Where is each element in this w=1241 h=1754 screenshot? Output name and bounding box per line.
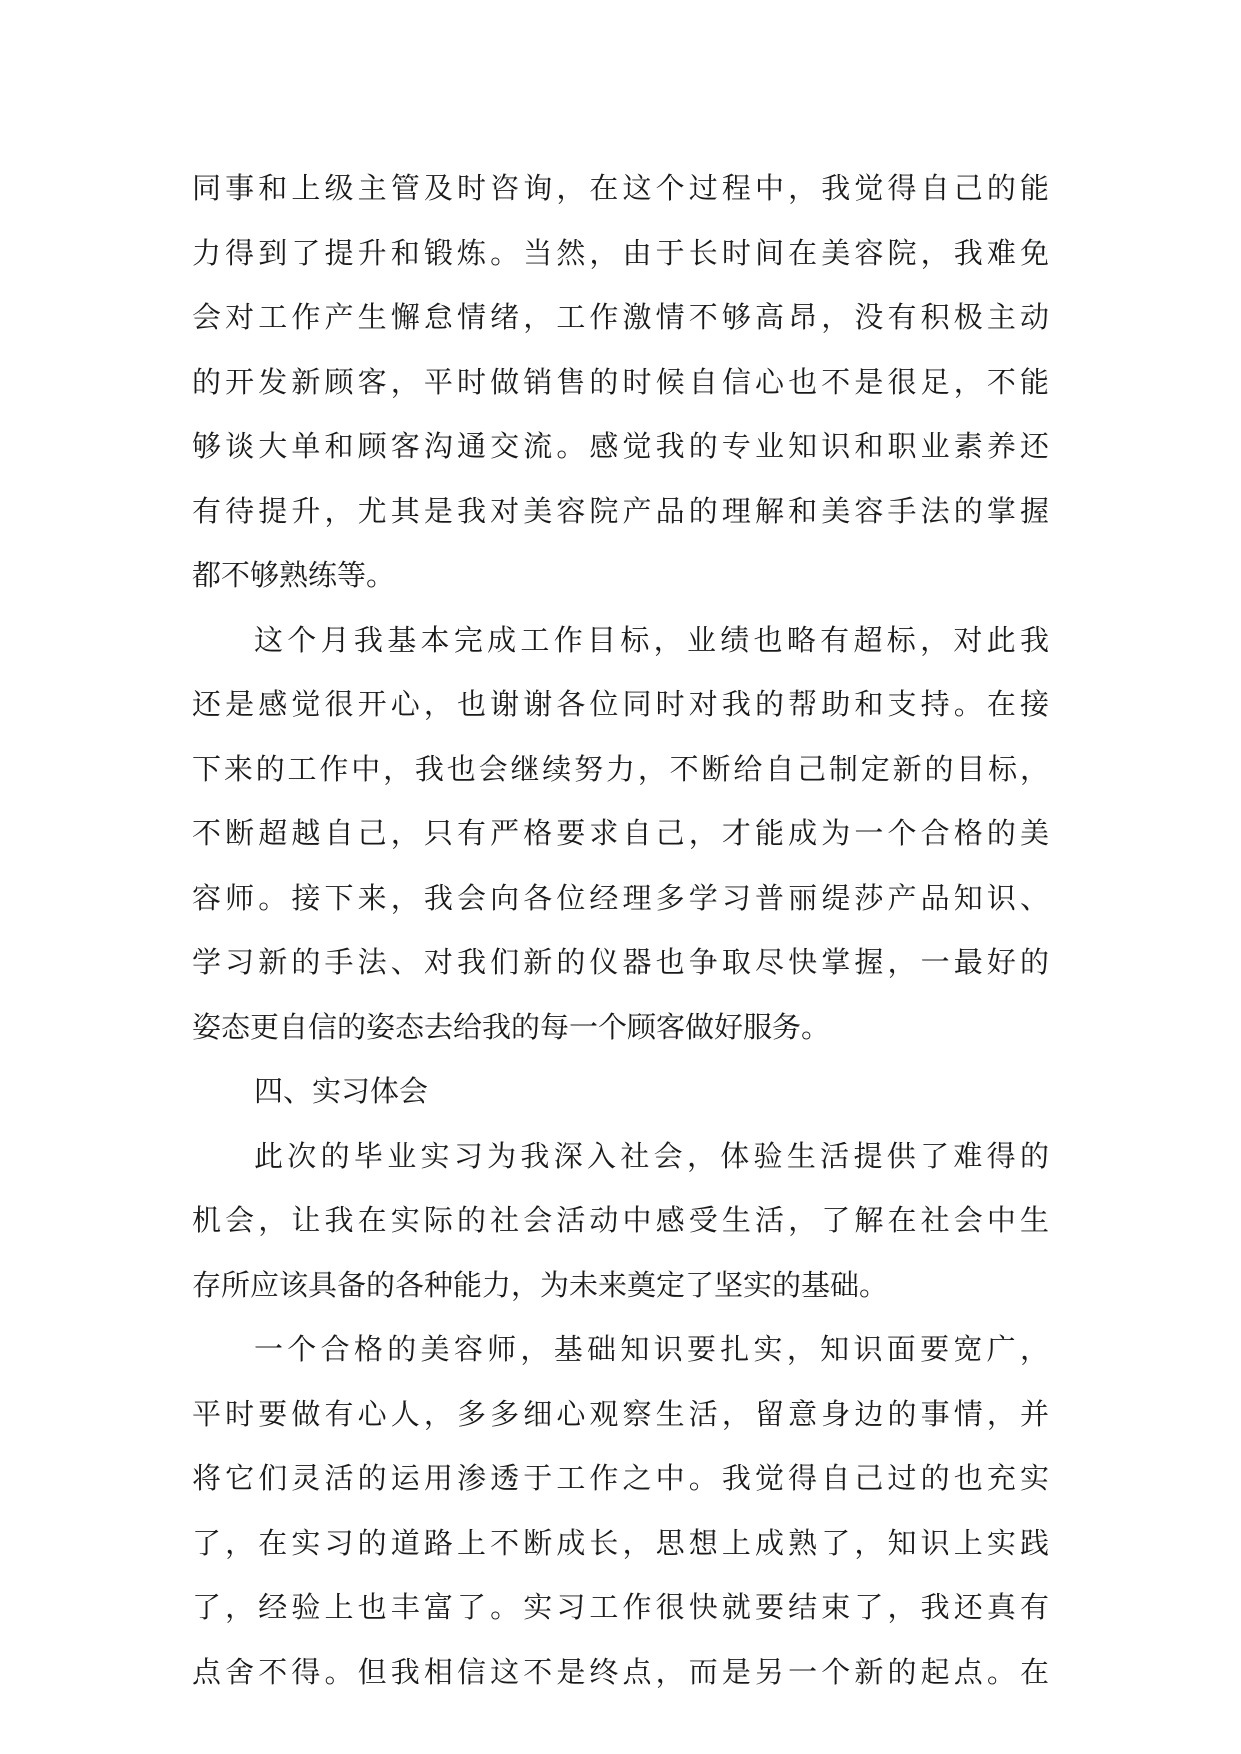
text-line: 存所应该具备的各种能力，为未来奠定了坚实的基础。: [192, 1267, 889, 1302]
text-line: 不断超越自己，只有严格要求自己，才能成为一个合格的美: [192, 816, 1049, 850]
text-line: 下来的工作中，我也会继续努力，不断给自己制定新的目标，: [192, 751, 1049, 786]
text-line: 姿态更自信的姿态去给我的每一个顾客做好服务。: [192, 1009, 831, 1044]
text-line: 点舍不得。但我相信这不是终点，而是另一个新的起点。在: [192, 1654, 1049, 1689]
text-line: 平时要做有心人，多多细心观察生活，留意身边的事情，并: [192, 1396, 1049, 1431]
text-line: 此次的毕业实习为我深入社会，体验生活提供了难得的: [254, 1138, 1049, 1173]
section-heading: 四、实习体会: [254, 1074, 429, 1108]
body-text: [192, 156, 1049, 1704]
text-line: 一个合格的美容师，基础知识要扎实，知识面要宽广，: [254, 1332, 1049, 1366]
text-line: 这个月我基本完成工作目标，业绩也略有超标，对此我: [254, 622, 1049, 657]
text-line: 的开发新顾客，平时做销售的时候自信心也不是很足，不能: [192, 364, 1049, 399]
text-line: 机会，让我在实际的社会活动中感受生活，了解在社会中生: [192, 1203, 1049, 1237]
text-line: 力得到了提升和锻炼。当然，由于长时间在美容院，我难免: [192, 235, 1049, 270]
text-line: 了，在实习的道路上不断成长，思想上成熟了，知识上实践: [192, 1525, 1049, 1560]
text-line: 会对工作产生懈怠情绪，工作激情不够高昂，没有积极主动: [192, 300, 1049, 334]
text-line: 将它们灵活的运用渗透于工作之中。我觉得自己过的也充实: [192, 1461, 1049, 1495]
text-line: 还是感觉很开心，也谢谢各位同时对我的帮助和支持。在接: [192, 687, 1049, 721]
text-line: 容师。接下来，我会向各位经理多学习普丽缇莎产品知识、: [192, 880, 1049, 915]
text-line: 了，经验上也丰富了。实习工作很快就要结束了，我还真有: [192, 1590, 1049, 1624]
text-line: 学习新的手法、对我们新的仪器也争取尽快掌握，一最好的: [192, 945, 1049, 979]
text-line: 有待提升，尤其是我对美容院产品的理解和美容手法的掌握: [192, 493, 1049, 528]
text-line: 都不够熟练等。: [192, 558, 396, 592]
text-line: 够谈大单和顾客沟通交流。感觉我的专业知识和职业素养还: [192, 429, 1049, 463]
text-line: 同事和上级主管及时咨询，在这个过程中，我觉得自己的能: [192, 171, 1049, 205]
